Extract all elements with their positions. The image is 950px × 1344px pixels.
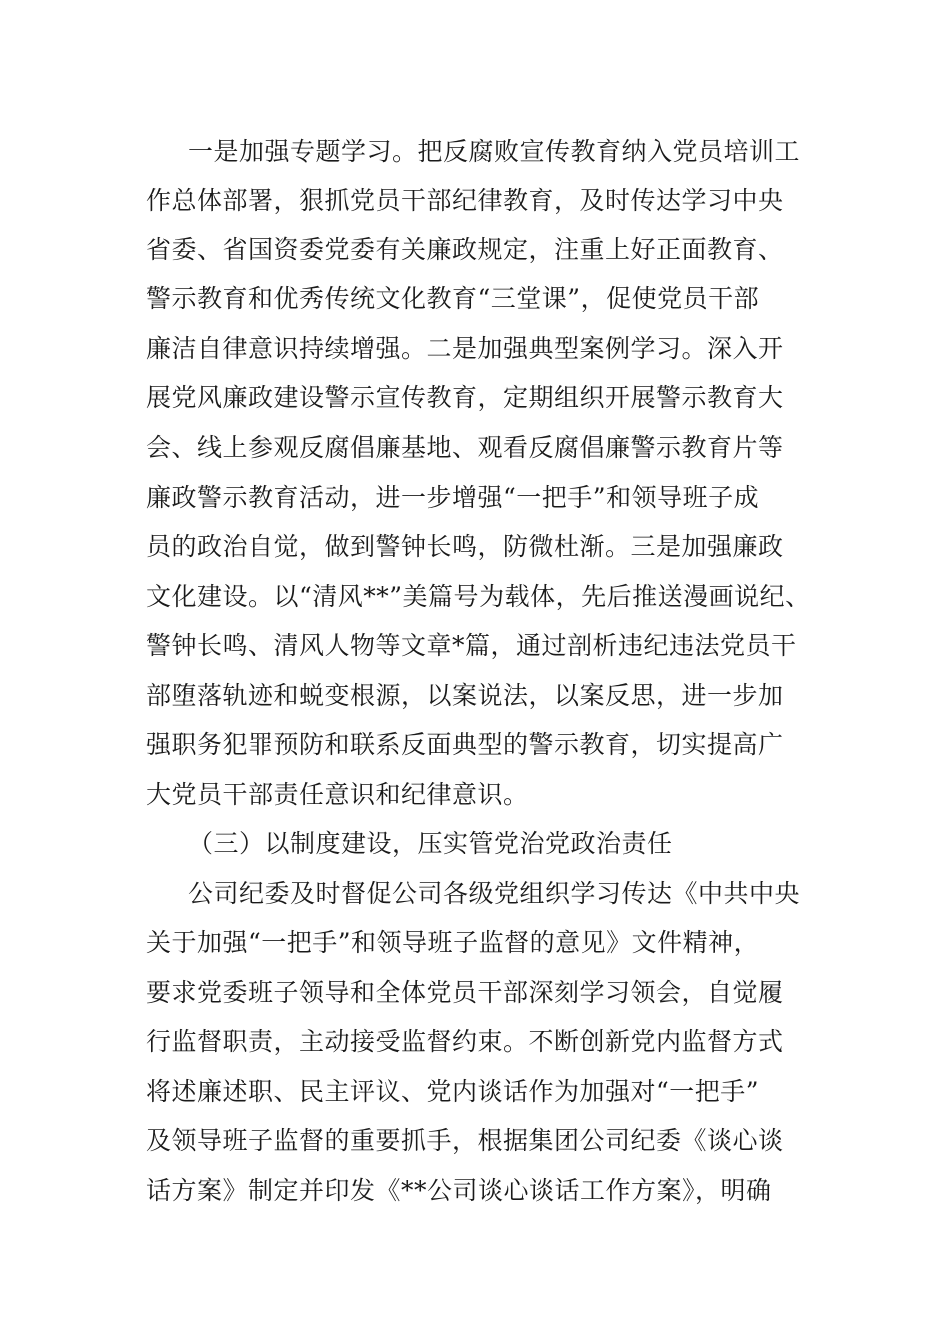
paragraph-line: 警钟长鸣、清风人物等文章*篇，通过剖析违纪违法党员干	[146, 631, 797, 660]
paragraph-line: 将述廉述职、民主评议、党内谈话作为加强对“一把手”	[146, 1077, 760, 1106]
paragraph-line: 行监督职责，主动接受监督约束。不断创新党内监督方式	[146, 1027, 784, 1056]
paragraph-line: 关于加强“一把手”和领导班子监督的意见》文件精神，	[146, 928, 760, 957]
paragraph-line: 作总体部署，狠抓党员干部纪律教育，及时传达学习中央	[146, 186, 784, 215]
paragraph-line: 会、线上参观反腐倡廉基地、观看反腐倡廉警示教育片等	[146, 433, 784, 462]
paragraph-line: 员的政治自觉，做到警钟长鸣，防微杜渐。三是加强廉政	[146, 532, 784, 561]
paragraph-line: 要求党委班子领导和全体党员干部深刻学习领会，自觉履	[146, 978, 784, 1007]
paragraph-line: 部堕落轨迹和蜕变根源，以案说法，以案反思，进一步加	[146, 681, 784, 710]
paragraph-line: 廉洁自律意识持续增强。二是加强典型案例学习。深入开	[146, 334, 784, 363]
paragraph-line: 大党员干部责任意识和纪律意识。	[146, 780, 529, 809]
paragraph-line: 警示教育和优秀传统文化教育“三堂课”，促使党员干部	[146, 284, 760, 313]
paragraph-line: 一是加强专题学习。把反腐败宣传教育纳入党员培训工	[188, 137, 801, 166]
paragraph-line: 公司纪委及时督促公司各级党组织学习传达《中共中央	[188, 879, 801, 908]
paragraph-line: 展党风廉政建设警示宣传教育，定期组织开展警示教育大	[146, 383, 784, 412]
paragraph-line: 及领导班子监督的重要抓手，根据集团公司纪委《谈心谈	[146, 1126, 784, 1155]
paragraph-line: 廉政警示教育活动，进一步增强“一把手”和领导班子成	[146, 483, 760, 512]
paragraph-line: 话方案》制定并印发《**公司谈心谈话工作方案》，明确	[146, 1176, 772, 1205]
paragraph-line: 省委、省国资委党委有关廉政规定，注重上好正面教育、	[146, 235, 784, 264]
section-heading: （三）以制度建设，压实管党治党政治责任	[188, 829, 673, 858]
paragraph-line: 文化建设。以“清风**”美篇号为载体，先后推送漫画说纪、	[146, 582, 811, 611]
paragraph-line: 强职务犯罪预防和联系反面典型的警示教育，切实提高广	[146, 730, 784, 759]
